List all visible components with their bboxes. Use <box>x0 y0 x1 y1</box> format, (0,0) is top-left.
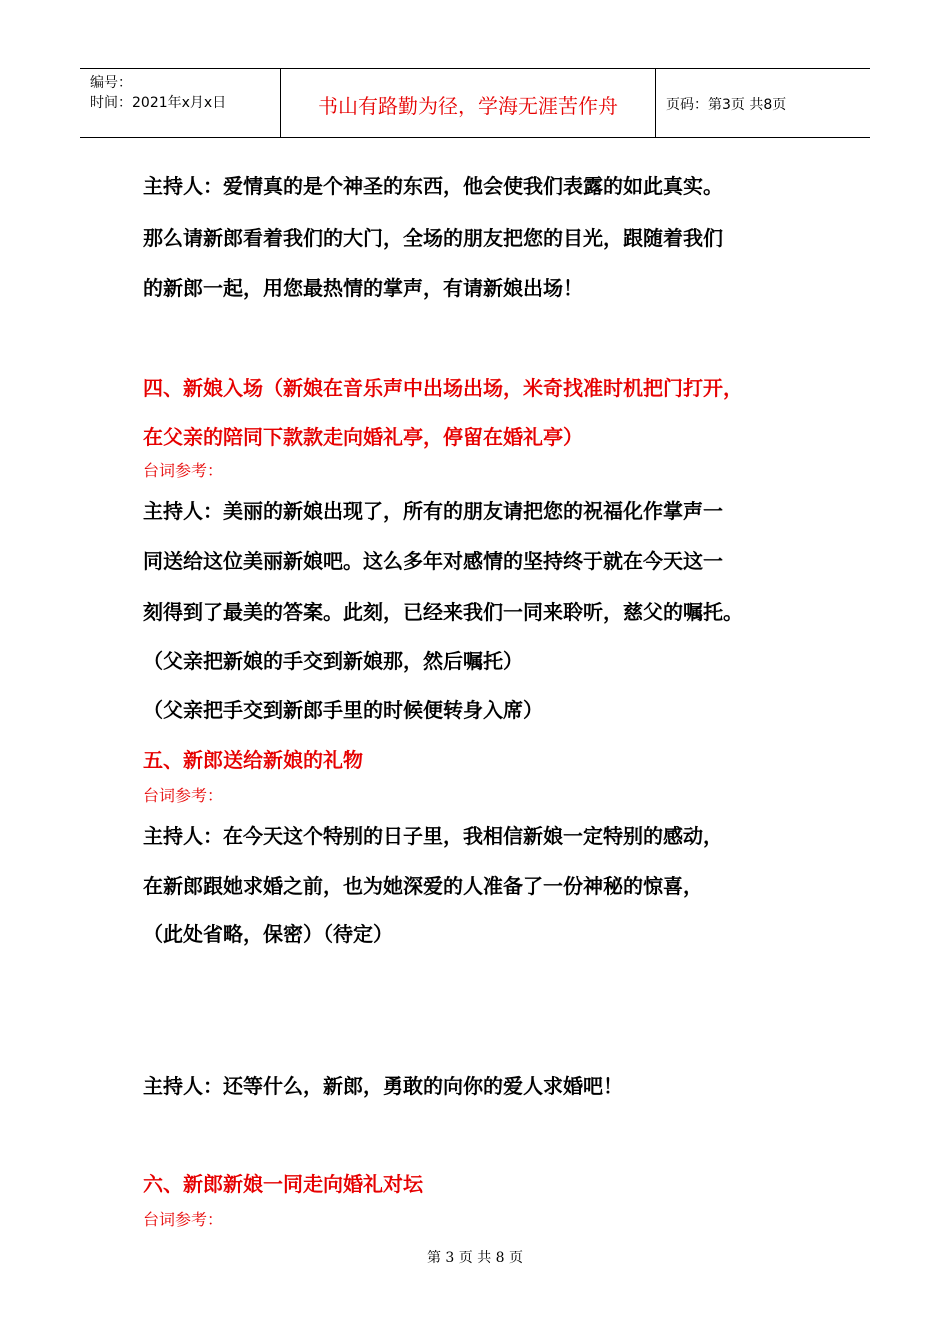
body-line: 主持人：爱情真的是个神圣的东西，他会使我们表露的如此真实。 <box>143 174 723 198</box>
stage-direction: （此处省略，保密）（待定） <box>143 922 393 946</box>
document-time-label: 时间：2021年x月x日 <box>90 95 227 111</box>
script-reference-label: 台词参考： <box>143 1210 224 1229</box>
page-header <box>80 68 870 138</box>
page-footer: 第 3 页 共 8 页 <box>426 1250 524 1266</box>
script-reference-label: 台词参考： <box>143 461 224 480</box>
section-heading-5: 五、新郎送给新娘的礼物 <box>143 748 363 772</box>
body-line: 主持人：美丽的新娘出现了，所有的朋友请把您的祝福化作掌声一 <box>143 499 723 523</box>
header-page-number: 页码：第3页 共8页 <box>666 97 787 113</box>
header-meta <box>80 69 281 137</box>
stage-direction: （父亲把手交到新郎手里的时候便转身入席） <box>143 698 543 722</box>
section-heading-6: 六、新郎新娘一同走向婚礼对坛 <box>143 1172 423 1196</box>
script-reference-label: 台词参考： <box>143 786 224 805</box>
body-line: 的新郎一起，用您最热情的掌声，有请新娘出场！ <box>143 276 583 300</box>
body-line: 主持人：在今天这个特别的日子里，我相信新娘一定特别的感动， <box>143 824 723 848</box>
stage-direction: （父亲把新娘的手交到新娘那，然后嘱托） <box>143 649 523 673</box>
section-heading-4: 四、新娘入场（新娘在音乐声中出场出场，米奇找准时机把门打开， <box>143 376 743 400</box>
header-motto: 书山有路勤为径，学海无涯苦作舟 <box>281 69 656 137</box>
body-line: 主持人：还等什么，新郎，勇敢的向你的爱人求婚吧！ <box>143 1074 623 1098</box>
document-number-label: 编号： <box>90 75 132 91</box>
section-heading-4-cont: 在父亲的陪同下款款走向婚礼亭，停留在婚礼亭） <box>143 425 583 449</box>
body-line: 同送给这位美丽新娘吧。这么多年对感情的坚持终于就在今天这一 <box>143 549 723 573</box>
body-line: 在新郎跟她求婚之前，也为她深爱的人准备了一份神秘的惊喜， <box>143 874 703 898</box>
body-line: 刻得到了最美的答案。此刻，已经来我们一同来聆听，慈父的嘱托。 <box>143 600 743 624</box>
body-line: 那么请新郎看着我们的大门，全场的朋友把您的目光，跟随着我们 <box>143 226 723 250</box>
